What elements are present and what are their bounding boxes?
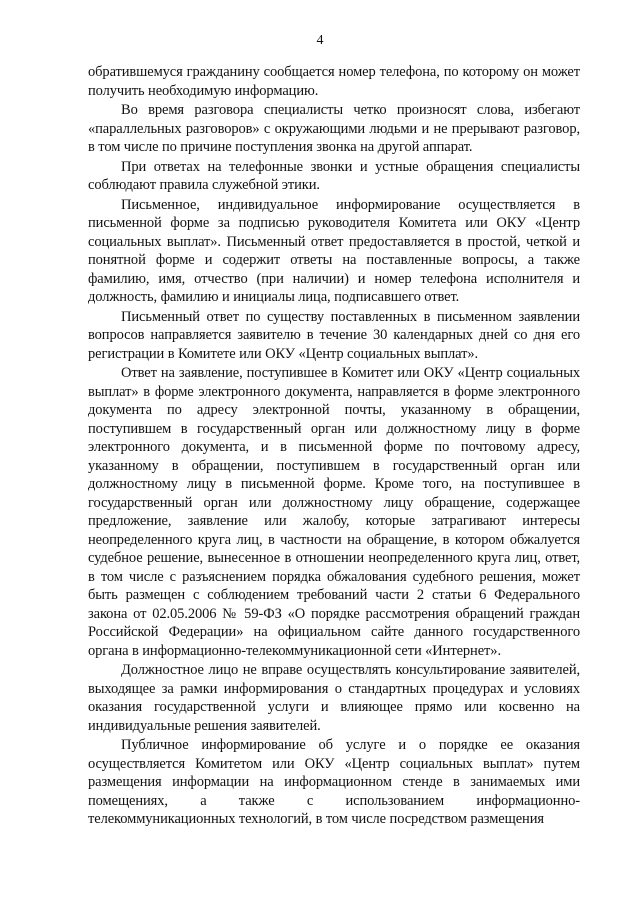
paragraph-3: При ответах на телефонные звонки и устные обращения специалисты соблюдают правила служебной этики. xyxy=(88,158,580,193)
paragraph-2: Во время разговора специалисты четко произносят слова, избегают «параллельных разговоров» с окружающими людьми и не прерывают разговор, в том числе по причине поступления звонка на другой аппарат. xyxy=(88,102,580,155)
paragraph-7: Должностное лицо не вправе осуществлять консультирование заявителей, выходящее за рамки информирования о стандартных процедурах и условиях оказания государственной услуги и влияющее прямо или косвенно на индивидуальные решения заявителей. xyxy=(88,662,580,734)
page-number: 4 xyxy=(316,33,324,48)
paragraph-5: Письменный ответ по существу поставленных в письменном заявлении вопросов направляется заявителю в течение 30 календарных дней со дня его регистрации в Комитете или ОКУ «Центр социальных выплат». xyxy=(88,308,580,362)
paragraph-8: Публичное информирование об услуге и о порядке ее оказания осуществляется Комитетом или ОКУ «Центр социальных выплат» путем размещения информации на информационном стенде в занимаемых ими помещениях, а также с использованием информационно-телекоммуникационных технологий, в том числе посредством размещения xyxy=(88,737,580,827)
paragraph-1: обратившемуся гражданину сообщается номер телефона, по которому он может получить необходимую информацию. xyxy=(88,64,580,99)
paragraph-6: Ответ на заявление, поступившее в Комитет или ОКУ «Центр социальных выплат» в форме электронного документа, направляется в форме электронного документа по адресу электронной почты, указанному в обращении, поступившем в государственный орган или должностному лицу в форме электронного документа, и в письменной форме по почтовому адресу, указанному в обращении, поступившем в государственный орган или должностному лицу в письменной форме. Кроме того, на поступившее в государственный орган или должностному лицу обращение, содержащее предложение, заявление или жалобу, которые затрагивают интересы неопределенного круга лиц, в частности на обращение, в котором обжалуется судебное решение, вынесенное в отношении неопределенного круга лиц, ответ, в том числе с разъяснением порядка обжалования судебного решения, может быть размещен с соблюдением требований части 2 статьи 6 Федерального закона от 02.05.2006 № 59-ФЗ «О порядке рассмотрения обращений граждан Российской Федерации» на официальном сайте данного государственного органа в информационно-телекоммуникационной сети «Интернет». xyxy=(88,365,580,659)
document-body xyxy=(88,63,580,829)
paragraph-4: Письменное, индивидуальное информирование осуществляется в письменной форме за подписью руководителя Комитета или ОКУ «Центр социальных выплат». Письменный ответ предоставляется в простой, четкой и понятной форме и содержит ответы на поставленные вопросы, а также фамилию, имя, отчество (при наличии) и номер телефона исполнителя и должность, фамилию и инициалы лица, подписавшего ответ. xyxy=(88,196,580,305)
